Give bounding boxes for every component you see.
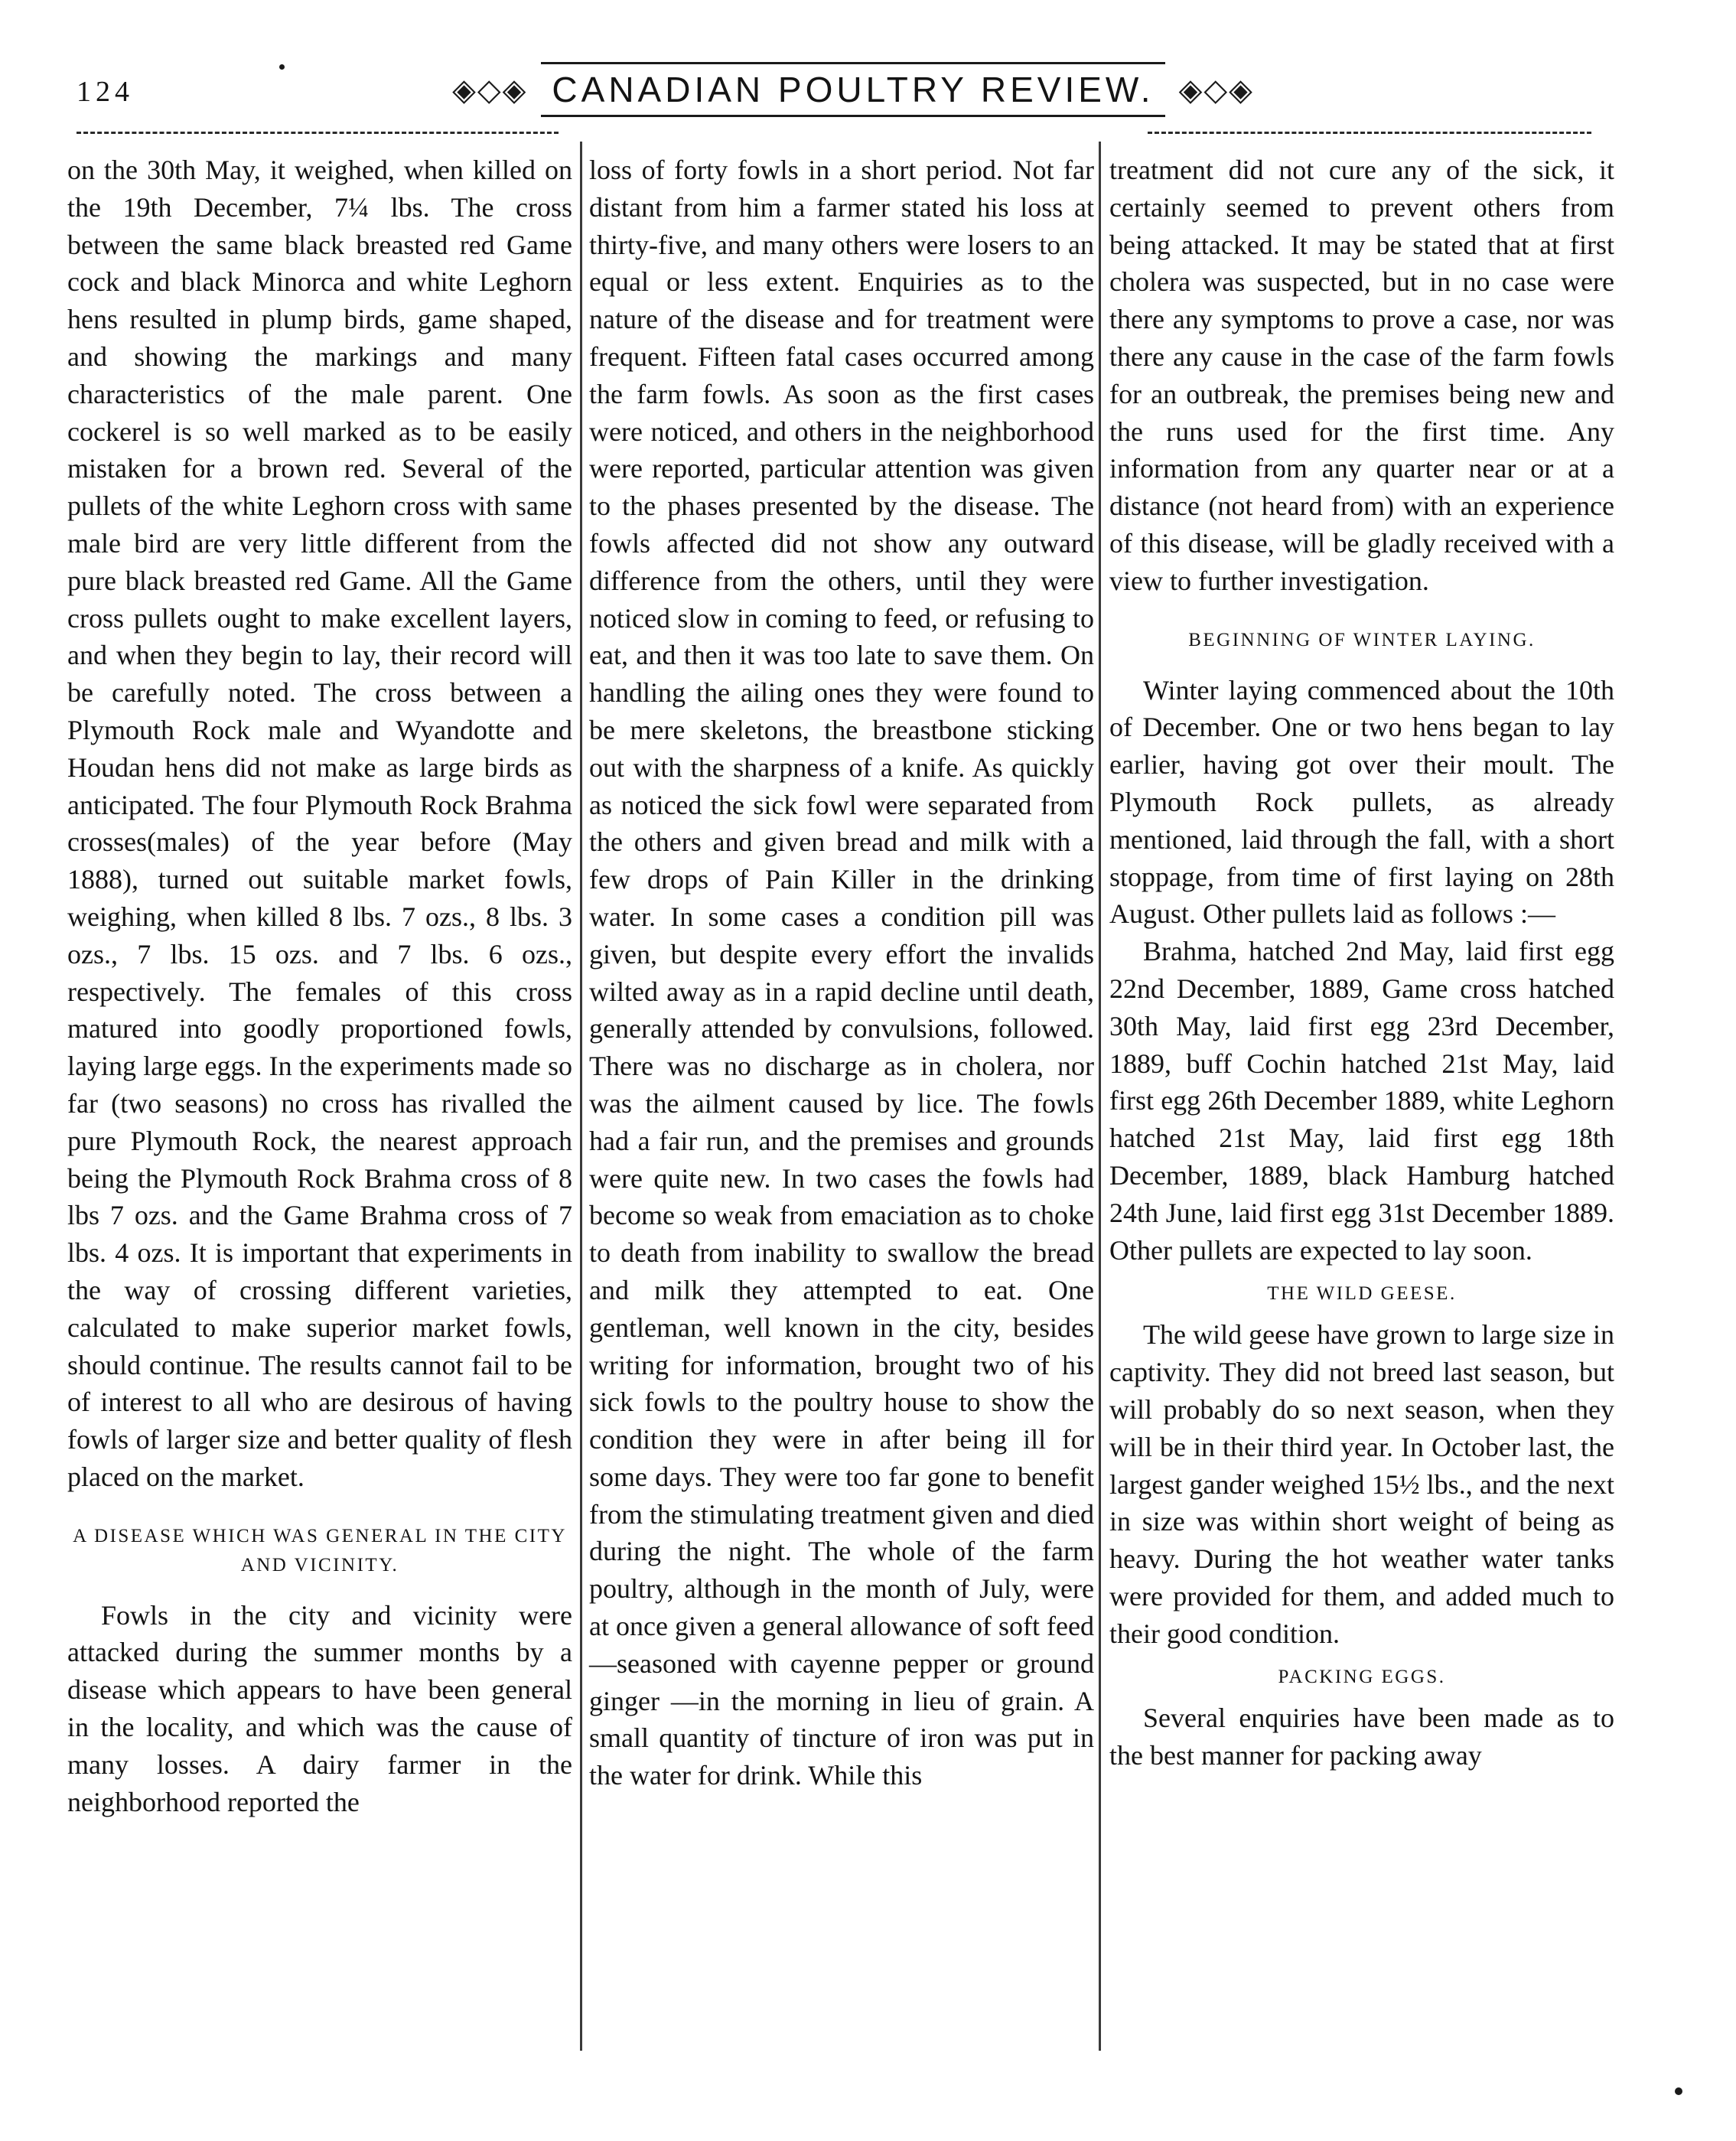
column-3 xyxy=(1109,152,1614,1774)
paragraph: Fowls in the city and vicinity were attacked during the summer months by a disease which appears to have been general in the locality, and which was the cause of many losses. A dairy farmer in the neighborhood reported the xyxy=(67,1599,572,1817)
masthead xyxy=(452,55,1254,124)
section-heading: A DISEASE WHICH WAS GENERAL IN THE CITY AND VICINITY. xyxy=(73,1525,567,1576)
paragraph: loss of forty fowls in a short period. Not far distant from him a farmer stated his loss at thirty-five, and many others were losers to an equal or less extent. Enquiries as to the nature of the disease and for treatment were frequent. Fifteen fatal cases occurred among the farm fowls. As soon as the first cases were noticed, and others in the neighborhood were reported, particular attention was given to the phases presented by the disease. The fowls affected did not show any outward difference from the others, until they were noticed slow in coming to feed, or refusing to eat, and then it was too late to save them. On handling the ailing ones they were found to be mere skeletons, the breastbone sticking out with the sharpness of a knife. As quickly as noticed the sick fowl were separated from the others and given bread and milk with a few drops of Pain Killer in the drinking water. In some cases a condition pill was given, but despite every effort the invalids wilted away as in a rapid decline until death, generally attended by convulsions, followed. There was no discharge as in cholera, nor was the ailment caused by lice. The fowls had a fair run, and the premises and grounds were quite new. In two cases the fowls had become so weak from emaciation as to choke to death from inability to swallow the bread and milk they attempted to eat. One gentleman, well known in the city, besides writing for information, brought two of his sick fowls to the poultry house to show the condition they were in after being ill for some days. They were too far gone to benefit from the stimulating treatment given and died during the night. The whole of the farm poultry, although in the month of July, were at once given a general allowance of soft feed—seasoned with cayenne pepper or ground ginger —in the morning in lieu of grain. A small quantity of tincture of iron was put in the water for drink. While this xyxy=(589,155,1094,1791)
paragraph: Several enquiries have been made as to the best manner for packing away xyxy=(1109,1703,1614,1771)
paragraph: treatment did not cure any of the sick, it certainly seemed to prevent others from being attacked. It may be stated that at first cholera was suspected, but in no case were there any symptoms to prove a case, nor was there any cause in the case of the farm fowls for an outbreak, the premises being new and the runs used for the first time. Any information from any quarter near or at a distance (not heard from) with an experience of this disease, will be gladly received with a view to further investigation. xyxy=(1109,155,1614,596)
left-ornament-icon: ◈◇◈ xyxy=(452,72,528,107)
column-1 xyxy=(67,152,572,1820)
print-speck xyxy=(1675,2087,1682,2095)
paragraph: Winter laying commenced about the 10th of December. One or two hens began to lay earlier, having got over their moult. The Plymouth Rock pullets, as already mentioned, laid through the fall, with a short stoppage, from time of first laying on 28th August. Other pullets laid as follows :— xyxy=(1109,674,1614,930)
paragraph: on the 30th May, it weighed, when killed on the 19th December, 7¼ lbs. The cross between the same black breasted red Game cock and black Minorca and white Leghorn hens resulted in plump birds, game shaped, and showing the markings and many characteristics of the male parent. One cockerel is so well marked as to be easily mistaken for a brown red. Several of the pullets of the white Leghorn cross with same male bird are very little different from the pure black breasted red Game. All the Game cross pullets ought to make excellent layers, and when they begin to lay, their record will be carefully noted. The cross between a Plymouth Rock male and Wyandotte and Houdan hens did not make as large birds as anticipated. The four Plymouth Rock Brahma crosses(males) of the year before (May 1888), turned out suitable market fowls, weighing, when killed 8 lbs. 7 ozs., 8 lbs. 3 ozs., 7 lbs. 15 ozs. and 7 lbs. 6 ozs., respectively. The females of this cross matured into goodly proportioned fowls, laying large eggs. In the experiments made so far (two seasons) no cross has rivalled the pure Plymouth Rock, the nearest approach being the Plymouth Rock Brahma cross of 8 lbs 7 ozs. and the Game Brahma cross of 7 lbs. 4 ozs. It is important that experiments in the way of crossing different varieties, calculated to make superior market fowls, should continue. The results cannot fail to be of interest to all who are desirous of having fowls of larger size and better quality of flesh placed on the market. xyxy=(67,155,572,1492)
section-heading: THE WILD GEESE. xyxy=(1267,1283,1457,1305)
page-number: 124 xyxy=(77,76,134,108)
print-speck xyxy=(279,64,285,70)
masthead-title: CANADIAN POULTRY REVIEW. xyxy=(541,62,1164,117)
right-ornament-icon: ◈◇◈ xyxy=(1178,72,1254,107)
column-divider-1 xyxy=(580,142,582,2051)
column-2 xyxy=(589,152,1094,1794)
header-rule-left xyxy=(77,132,559,134)
section-heading: BEGINNING OF WINTER LAYING. xyxy=(1188,629,1536,650)
header-rule-right xyxy=(1148,132,1591,134)
column-divider-2 xyxy=(1099,142,1101,2051)
section-heading: PACKING EGGS. xyxy=(1278,1667,1446,1688)
paragraph: The wild geese have grown to large size in captivity. They did not breed last season, but will probably do so next season, when they will be in their third year. In October last, the largest gander weighed 15½ lbs., and the next in size was within short weight of being as heavy. During the hot weather water tanks were provided for them, and added much to their good condition. xyxy=(1109,1319,1614,1649)
paragraph: Brahma, hatched 2nd May, laid first egg 22nd December, 1889, Game cross hatched 30th May, laid first egg 23rd December, 1889, buff Cochin hatched 21st May, laid first egg 26th December 1889, white Leghorn hatched 21st May, laid first egg 18th December, 1889, black Hamburg hatched 24th June, laid first egg 31st December 1889. Other pullets are expected to lay soon. xyxy=(1109,936,1614,1266)
